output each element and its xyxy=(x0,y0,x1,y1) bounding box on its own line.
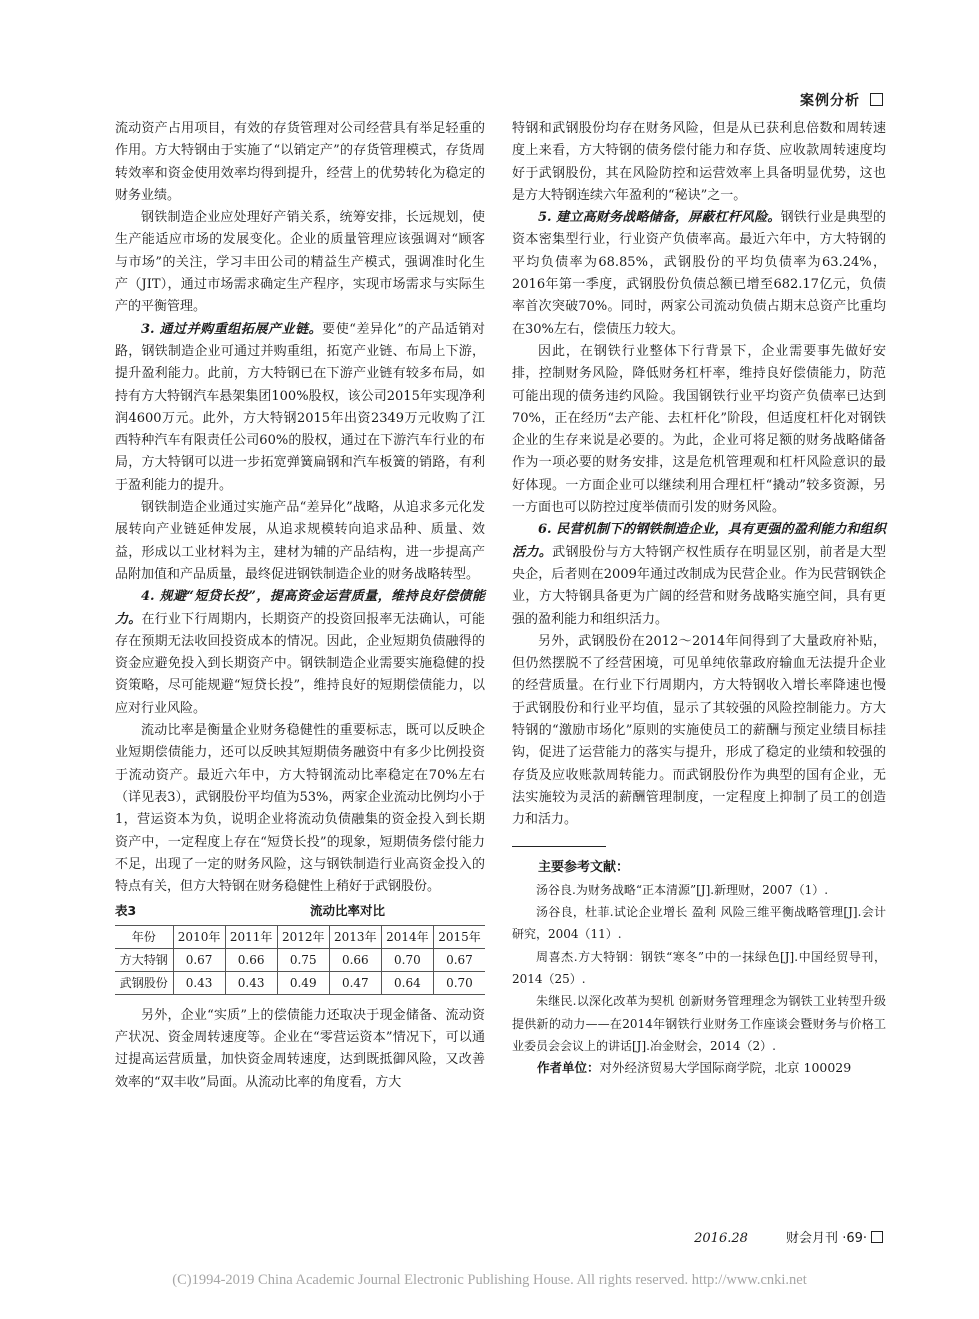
section-heading: 4. 规避“短贷长投”，提高资金运营质量，维持良好偿债能力。 xyxy=(115,589,485,627)
square-icon xyxy=(871,1231,883,1243)
paragraph-text: 钢铁行业是典型的资本密集型行业，行业资产负债率高。最近六年中，方大特钢的平均负债率为68.85%，武钢股份的平均负债率为63.24%，2016年第一季度，武钢股份负债总额已增至682.17亿元，负债率首次突破70%。同时，两家公司流动负债占期末总资产比重均在30%左右，偿债压力较大。 xyxy=(512,210,886,337)
table-cell: 0.66 xyxy=(225,948,277,971)
table-header-cell: 2011年 xyxy=(225,925,277,948)
reference-item: 朱继民.以深化改革为契机 创新财务管理理念为钢铁工业转型升级提供新的动力——在2014年钢铁行业财务工作座谈会暨财务与价格工业委员会会议上的讲话[J].冶金财会，2014（2）. xyxy=(512,994,886,1053)
paragraph xyxy=(115,207,485,318)
page-number: ·69· xyxy=(842,1231,867,1246)
page-footer xyxy=(694,1227,883,1246)
author-affiliation xyxy=(512,1057,886,1079)
section-title: 案例分析 xyxy=(800,93,860,109)
current-ratio-table xyxy=(115,925,485,995)
paragraph xyxy=(512,341,886,519)
left-paragraphs xyxy=(115,118,485,898)
references-divider xyxy=(512,846,606,847)
references-title: 主要参考文献： xyxy=(538,859,630,875)
table-cell: 0.67 xyxy=(433,948,485,971)
table-header-cell: 2013年 xyxy=(329,925,381,948)
paragraph xyxy=(115,1005,485,1094)
left-after-table-paragraphs xyxy=(115,1005,485,1094)
paragraph xyxy=(512,519,886,630)
table-cell: 0.64 xyxy=(381,971,433,994)
table-title: 流动比率对比 xyxy=(309,903,385,919)
table-label: 表3 xyxy=(115,903,137,919)
table-cell: 0.43 xyxy=(173,971,225,994)
square-icon xyxy=(870,93,883,106)
paragraph-text: 在行业下行周期内，长期资产的投资回报率无法确认，可能存在预期无法收回投资成本的情况。因此，企业短期负债融得的资金应避免投入到长期资产中。钢铁制造企业需要实施稳健的投资策略，尽可能规避“短贷长投”，维持良好的短期偿债能力，以应对行业风险。 xyxy=(115,611,485,716)
table-cell: 0.67 xyxy=(173,948,225,971)
section-heading: 5. 建立高财务战略储备，屏蔽杠杆风险。 xyxy=(538,210,781,226)
paragraph xyxy=(115,720,485,898)
reference-item: 汤谷良.为财务战略“正本清源”[J].新理财，2007（1）. xyxy=(536,882,829,897)
table-header-cell: 年份 xyxy=(115,925,173,948)
table-caption xyxy=(115,900,485,922)
table-cell: 方大特钢 xyxy=(115,948,173,971)
references-list xyxy=(512,879,886,1057)
paragraph-text: 流动资产占用项目，有效的存货管理对公司经营具有举足轻重的作用。方大特钢由于实施了“以销定产”的存货管理模式，存货周转效率和资金使用效率均得到提升，经营上的优势转化为稳定的财务业绩。 xyxy=(115,121,485,203)
table-cell: 0.47 xyxy=(329,971,381,994)
reference-item: 汤谷良，杜菲.试论企业增长 盈利 风险三维平衡战略管理[J].会计研究，2004（11）. xyxy=(512,905,886,942)
table-cell: 0.70 xyxy=(433,971,485,994)
section-heading: 3. 通过并购重组拓展产业链。 xyxy=(141,321,323,337)
table-header-cell: 2015年 xyxy=(433,925,485,948)
journal-name: 财会月刊 xyxy=(786,1231,839,1246)
paragraph xyxy=(512,631,886,832)
reference-item: 周喜杰.方大特钢：钢铁“寒冬”中的一抹绿色[J].中国经贸导刊，2014（25）. xyxy=(512,949,886,986)
table-cell: 0.43 xyxy=(225,971,277,994)
paragraph-text: 另外，企业“实质”上的偿债能力还取决于现金储备、流动资产状况、资金周转速度等。企业在“零营运资本”情况下，可以通过提高运营质量，加快资金周转速度，达到既抵御风险，又改善效率的“双丰收”局面。从流动比率的角度看，方大 xyxy=(115,1007,485,1090)
table-cell: 0.66 xyxy=(329,948,381,971)
paragraph xyxy=(512,207,886,341)
paragraph-text: 武钢股份与方大特钢产权性质存在明显区别，前者是大型央企，后者则在2009年通过改制成为民营企业。作为民营钢铁企业，方大特钢具备更为广阔的经营和财务战略实施空间，具有更强的盈利能力和组织活力。 xyxy=(512,544,886,627)
left-column xyxy=(115,118,485,1094)
table-cell: 武钢股份 xyxy=(115,971,173,994)
paragraph xyxy=(115,497,485,586)
table-row xyxy=(115,948,485,971)
paragraph xyxy=(115,118,485,207)
copyright-watermark: (C)1994-2019 China Academic Journal Electronic Publishing House. All rights reserved. http://www.cnki.net xyxy=(172,1272,807,1288)
table-header-cell: 2014年 xyxy=(381,925,433,948)
author-label: 作者单位： xyxy=(537,1060,600,1076)
table-cell: 0.49 xyxy=(277,971,329,994)
author-text: 对外经济贸易大学国际商学院，北京 100029 xyxy=(599,1060,852,1076)
issue-date: 2016.28 xyxy=(694,1231,748,1246)
paragraph xyxy=(512,118,886,207)
section-header xyxy=(800,90,883,110)
table-cell: 0.75 xyxy=(277,948,329,971)
paragraph-text: 因此，在钢铁行业整体下行背景下，企业需要事先做好安排，控制财务风险，降低财务杠杆率，维持良好偿债能力，防范可能出现的债务违约风险。我国钢铁行业平均资产负债率已达到70%，正在经历“去产能、去杠杆化”阶段，但适度杠杆化对钢铁企业的生存来说是必要的。为此，企业可将足额的财务战略储备作为一项必要的财务安排，这是危机管理观和杠杆风险意识的最好体现。一方面企业可以继续利用合理杠杆“撬动”较多资源，另一方面也可以防控过度举债而引发的财务风险。 xyxy=(512,343,886,516)
paragraph xyxy=(115,586,485,720)
paragraph-text: 钢铁制造企业通过实施产品“差异化”战略，从追求多元化发展转向产业链延伸发展，从追求规模转向追求品种、质量、效益，形成以工业材料为主，建材为辅的产品结构，进一步提高产品附加值和产品质量，最终促进钢铁制造企业的财务战略转型。 xyxy=(115,500,485,582)
table-row xyxy=(115,971,485,994)
section-heading: 6. 民营机制下的钢铁制造企业，具有更强的盈利能力和组织活力。 xyxy=(512,522,886,560)
paragraph-text: 流动比率是衡量企业财务稳健性的重要标志，既可以反映企业短期偿债能力，还可以反映其短期债务融资中有多少比例投资于流动资产。最近六年中，方大特钢流动比率稳定在70%左右（详见表3），武钢股份平均值为53%，两家企业流动比例均小于1，营运资本为负，说明企业将流动负债融集的资金投入到长期资产中，一定程度上存在“短贷长投”的现象，短期债务偿付能力不足，出现了一定的财务风险，这与钢铁制造行业高资金投入的特点有关，但方大特钢在财务稳健性上稍好于武钢股份。 xyxy=(115,723,485,895)
table-header-row xyxy=(115,925,485,948)
table-header-cell: 2012年 xyxy=(277,925,329,948)
paragraph-text: 特钢和武钢股份均存在财务风险，但是从已获利息倍数和周转速度上来看，方大特钢的债务偿付能力和存货、应收款周转速度均好于武钢股份，其在风险防控和运营效率上具备明显优势，这也是方大特钢连续六年盈利的“秘诀”之一。 xyxy=(512,121,886,203)
table-cell: 0.70 xyxy=(381,948,433,971)
paragraph-text: 要使“差异化”的产品适销对路，钢铁制造企业可通过并购重组，拓宽产业链、布局上下游，提升盈利能力。此前，方大特钢已在下游产业链有较多布局，如持有方大特钢汽车悬架集团100%股权，该公司2015年实现净利润4600万元。此外，方大特钢2015年出资2349万元收购了江西特种汽车有限责任公司60%的股权，通过在下游汽车行业的布局，方大特钢可以进一步拓宽弹簧扁钢和汽车板簧的销路，有利于盈利能力的提升。 xyxy=(115,321,485,493)
paragraph-text: 钢铁制造企业应处理好产销关系，统筹安排，长远规划，使生产能适应市场的发展变化。企业的质量管理应该强调对“顾客与市场”的关注，学习丰田公司的精益生产模式，强调准时化生产（JIT），通过市场需求确定生产程序，实现市场需求与实际生产的平衡管理。 xyxy=(115,210,485,315)
paragraph-text: 另外，武钢股份在2012～2014年间得到了大量政府补贴，但仍然摆脱不了经营困境，可见单纯依靠政府输血无法提升企业的经营质量。在行业下行周期内，方大特钢收入增长率降速也慢于武钢股份和行业平均值，显示了其较强的风险控制能力。方大特钢的“激励市场化”原则的实施使员工的薪酬与预定业绩目标挂钩，促进了运营能力的落实与提升，形成了稳定的业绩和较强的存货及应收账款周转能力。而武钢股份作为典型的国有企业，无法实施较为灵活的薪酬管理制度，一定程度上抑制了员工的创造力和活力。 xyxy=(512,633,886,828)
right-paragraphs xyxy=(512,118,886,832)
right-column xyxy=(512,118,886,1079)
table-header-cell: 2010年 xyxy=(173,925,225,948)
paragraph xyxy=(115,319,485,497)
